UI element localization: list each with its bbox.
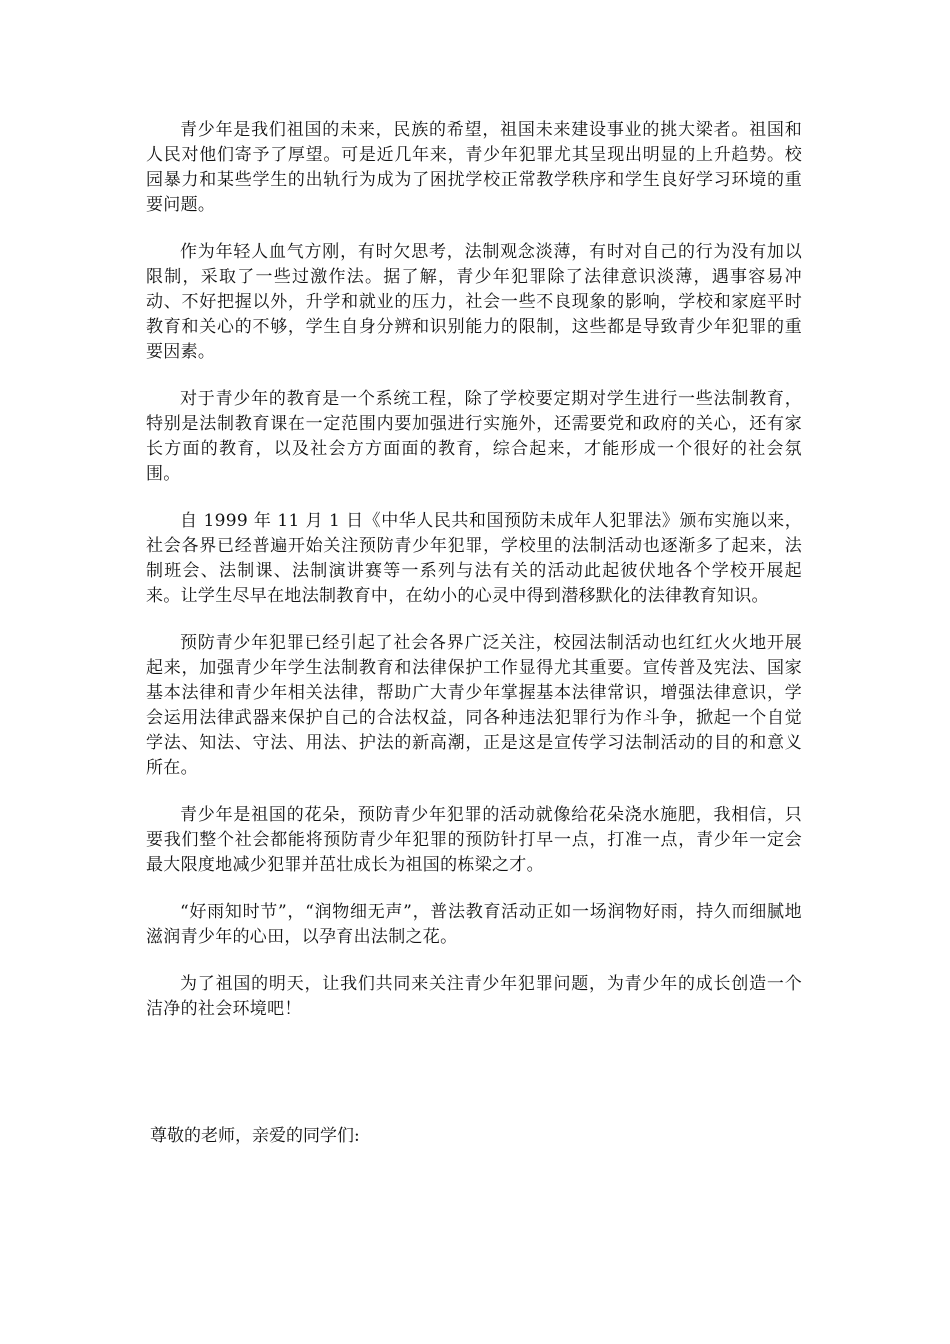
paragraph-7: “好雨知时节”，“润物细无声”，普法教育活动正如一场润物好雨，持久而细腻地滋润青少年的心田，以孕育出法制之花。 <box>146 902 802 947</box>
document-body <box>146 118 802 1044</box>
paragraph-3: 对于青少年的教育是一个系统工程，除了学校要定期对学生进行一些法制教育，特别是法制教育课在一定范围内要加强进行实施外，还需要党和政府的关心，还有家长方面的教育，以及社会方方面面的教育，综合起来，才能形成一个很好的社会氛围。 <box>146 389 802 484</box>
paragraph-5: 预防青少年犯罪已经引起了社会各界广泛关注，校园法制活动也红红火火地开展起来，加强青少年学生法制教育和法律保护工作显得尤其重要。宣传普及宪法、国家基本法律和青少年相关法律，帮助广大青少年掌握基本法律常识，增强法律意识，学会运用法律武器来保护自己的合法权益，同各种违法犯罪行为作斗争，掀起一个自觉学法、知法、守法、用法、护法的新高潮，正是这是宣传学习法制活动的目的和意义所在。 <box>146 633 802 778</box>
paragraph-2: 作为年轻人血气方刚，有时欠思考，法制观念淡薄，有时对自己的行为没有加以限制，采取了一些过激作法。据了解，青少年犯罪除了法律意识淡薄，遇事容易冲动、不好把握以外，升学和就业的压力，社会一些不良现象的影响，学校和家庭平时教育和关心的不够，学生自身分辨和识别能力的限制，这些都是导致青少年犯罪的重要因素。 <box>146 242 802 362</box>
paragraph-4: 自 1999 年 11 月 1 日《中华人民共和国预防未成年人犯罪法》颁布实施以来，社会各界已经普遍开始关注预防青少年犯罪，学校里的法制活动也逐渐多了起来，法制班会、法制课、法制演讲赛等一系列与法有关的活动此起彼伏地各个学校开展起来。让学生尽早在地法制教育中，在幼小的心灵中得到潜移默化的法律教育知识。 <box>146 511 802 606</box>
paragraph-1: 青少年是我们祖国的未来，民族的希望，祖国未来建设事业的挑大梁者。祖国和人民对他们寄予了厚望。可是近几年来，青少年犯罪尤其呈现出明显的上升趋势。校园暴力和某些学生的出轨行为成为了困扰学校正常教学秩序和学生良好学习环境的重要问题。 <box>146 120 802 215</box>
paragraph-8: 为了祖国的明天，让我们共同来关注青少年犯罪问题，为青少年的成长创造一个洁净的社会环境吧！ <box>146 974 802 1019</box>
greeting-line: 尊敬的老师，亲爱的同学们: <box>150 1126 360 1146</box>
paragraph-6: 青少年是祖国的花朵，预防青少年犯罪的活动就像给花朵浇水施肥，我相信，只要我们整个社会都能将预防青少年犯罪的预防针打早一点，打准一点，青少年一定会最大限度地减少犯罪并茁壮成长为祖国的栋梁之才。 <box>146 805 802 875</box>
